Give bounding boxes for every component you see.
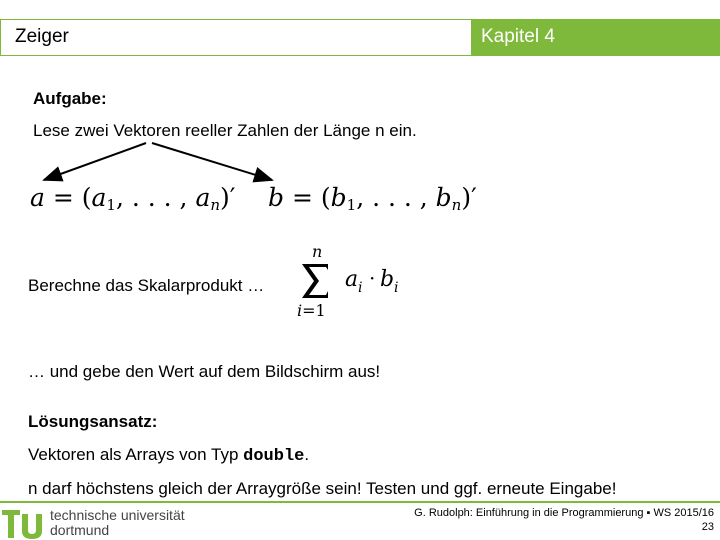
- task-text: Lese zwei Vektoren reeller Zahlen der Länge n ein.: [33, 121, 417, 140]
- chapter-label: Kapitel 4: [481, 26, 555, 47]
- solution-heading: Lösungsansatz:: [28, 412, 158, 431]
- svg-text:i=1: i=1: [297, 301, 326, 320]
- svg-text:i: i: [394, 280, 399, 296]
- tu-logo-icon: [0, 504, 48, 540]
- vector-b-formula: $b = (b_1$, . . . , $b_n)'$: [268, 183, 477, 214]
- page-number: 23: [701, 521, 714, 533]
- credit-text: G. Rudolph: Einführung in die Programmierung ▪ WS 2015/16: [414, 507, 714, 519]
- svg-text:b: b: [380, 267, 395, 292]
- svg-text:i: i: [358, 280, 363, 296]
- footer-divider: [0, 501, 720, 503]
- solution-line-2: n darf höchstens gleich der Arraygröße sein! Testen und ggf. erneute Eingabe!: [28, 479, 617, 498]
- university-line-1: technische universität: [50, 507, 185, 523]
- arrow-to-a: [44, 143, 146, 180]
- solution-line-1-text: Vektoren als Arrays von Typ: [28, 445, 244, 464]
- vector-a-formula: $a = (a_1$, . . . , $a_n)'$: [30, 183, 236, 214]
- task-heading: Aufgabe:: [33, 89, 107, 108]
- svg-text:a: a: [345, 267, 359, 292]
- university-name: [50, 508, 185, 538]
- sum-formula: [290, 240, 420, 320]
- solution-line-1-end: .: [304, 445, 310, 464]
- footer-credit: [414, 506, 714, 534]
- solution-line-1: [28, 445, 309, 466]
- output-text: … und gebe den Wert auf dem Bildschirm aus!: [28, 362, 381, 381]
- compute-text: Berechne das Skalarprodukt …: [28, 276, 265, 295]
- svg-text:·: ·: [369, 266, 376, 290]
- slide-title: Zeiger: [15, 26, 69, 47]
- arrow-to-b: [152, 143, 272, 180]
- code-double: double: [243, 447, 305, 466]
- svg-text:n: n: [312, 242, 323, 261]
- university-line-2: dortmund: [50, 522, 110, 538]
